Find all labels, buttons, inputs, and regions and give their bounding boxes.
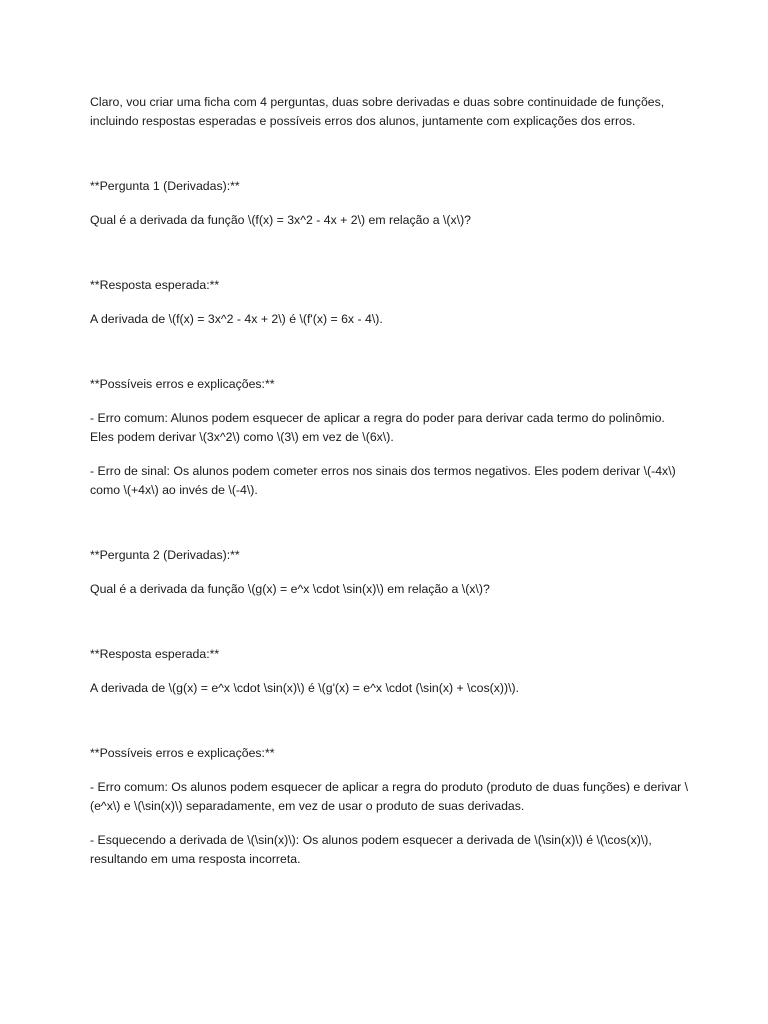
q2-errors-heading: **Possíveis erros e explicações:** [90,746,275,760]
q1-question: Qual é a derivada da função \(f(x) = 3x^2 - 4x + 2\) em relação a \(x\)? [90,213,472,227]
q1-answer-heading: **Resposta esperada:** [90,278,220,292]
q2-answer: A derivada de \(g(x) = e^x \cdot \sin(x)\) é \(g'(x) = e^x \cdot (\sin(x) + \cos(x))\). [90,681,520,695]
q2-error-2: - Esquecendo a derivada de \(\sin(x)\): Os alunos podem esquecer a derivada de \(\sin(x)\) é \(\cos(x)\), resultando em uma resposta incorreta. [90,833,652,866]
q1-error-2: - Erro de sinal: Os alunos podem cometer erros nos sinais dos termos negativos. Eles podem derivar \(-4x\) como \(+4x\) ao invés de \(-4\). [90,464,676,497]
document-body [90,93,690,869]
q2-heading: **Pergunta 2 (Derivadas):** [90,548,240,562]
q2-question: Qual é a derivada da função \(g(x) = e^x \cdot \sin(x)\) em relação a \(x\)? [90,582,490,596]
q2-error-1: - Erro comum: Os alunos podem esquecer de aplicar a regra do produto (produto de duas funções) e derivar \(e^x\) e \(\sin(x)\) separadamente, em vez de usar o produto de suas derivadas. [90,780,689,813]
intro-paragraph: Claro, vou criar uma ficha com 4 perguntas, duas sobre derivadas e duas sobre continuidade de funções, incluindo respostas esperadas e possíveis erros dos alunos, juntamente com explicações dos erros. [90,95,665,128]
q1-answer: A derivada de \(f(x) = 3x^2 - 4x + 2\) é \(f'(x) = 6x - 4\). [90,312,383,326]
q1-errors-heading: **Possíveis erros e explicações:** [90,377,275,391]
q1-heading: **Pergunta 1 (Derivadas):** [90,179,240,193]
q1-error-1: - Erro comum: Alunos podem esquecer de aplicar a regra do poder para derivar cada termo do polinômio. Eles podem derivar \(3x^2\) como \(3\) em vez de \(6x\). [90,411,665,444]
q2-answer-heading: **Resposta esperada:** [90,647,220,661]
